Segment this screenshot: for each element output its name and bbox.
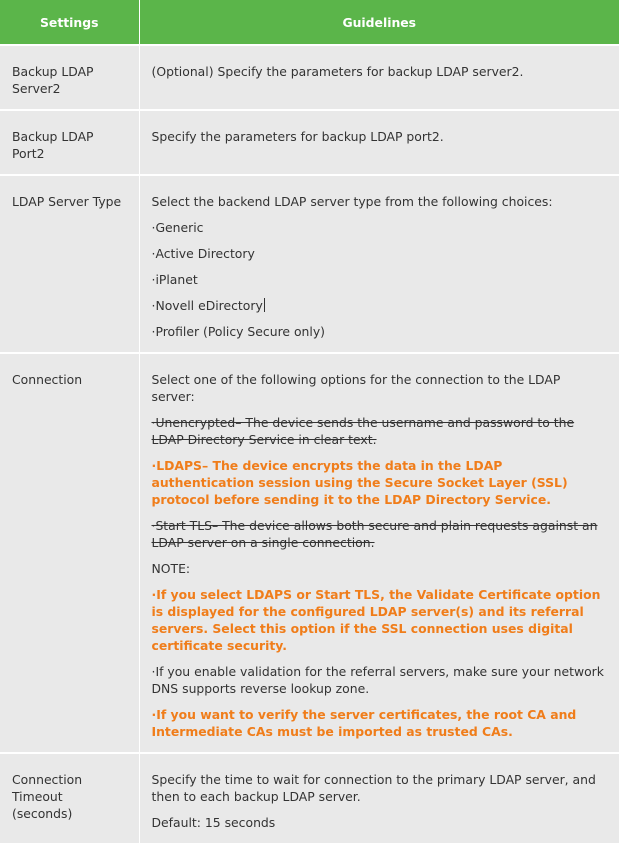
guideline-cell [139, 175, 619, 353]
table-row [0, 45, 619, 110]
list-item: ·Generic [151, 220, 204, 235]
option-unencrypted: ·Unencrypted– The device sends the username and password to the LDAP Directory Service in clear text. [151, 415, 575, 447]
table-row [0, 110, 619, 175]
guideline-text: Select one of the following options for the connection to the LDAP server: [151, 372, 561, 404]
guideline-cell [139, 353, 619, 753]
guideline-cell [139, 45, 619, 110]
guideline-text: (Optional) Specify the parameters for backup LDAP server2. [151, 64, 524, 79]
option-ldaps: ·LDAPS– The device encrypts the data in the LDAP authentication session using the Secure Socket Layer (SSL) protocol before sending it to the LDAP Directory Service. [151, 458, 568, 507]
default-value: Default: 15 seconds [151, 815, 276, 830]
list-item: ·iPlanet [151, 272, 198, 287]
note-referral-validation: ·If you enable validation for the referral servers, make sure your network DNS supports reverse lookup zone. [151, 664, 604, 696]
setting-cell: LDAP Server Type [0, 175, 139, 353]
note-trusted-cas: ·If you want to verify the server certificates, the root CA and Intermediate CAs must be imported as trusted CAs. [151, 707, 577, 739]
note-label: NOTE: [151, 561, 191, 576]
table-header-row [0, 0, 619, 45]
setting-cell: Connection Timeout (seconds) [0, 753, 139, 843]
option-start-tls: ·Start TLS– The device allows both secure and plain requests against an LDAP server on a single connection. [151, 518, 598, 550]
setting-cell: Backup LDAP Server2 [0, 45, 139, 110]
guideline-cell [139, 110, 619, 175]
guideline-text: Select the backend LDAP server type from the following choices: [151, 194, 553, 209]
table-row [0, 353, 619, 753]
note-validate-certificate: ·If you select LDAPS or Start TLS, the Validate Certificate option is displayed for the configured LDAP server(s) and its referral servers. Select this option if the SSL connection uses digital certificate security. [151, 587, 601, 653]
guideline-cell [139, 753, 619, 843]
list-item-with-cursor [152, 297, 608, 314]
setting-cell: Backup LDAP Port2 [0, 110, 139, 175]
table-row [0, 753, 619, 843]
table-row [0, 175, 619, 353]
setting-cell: Connection [0, 353, 139, 753]
text-cursor [264, 298, 265, 312]
list-item: ·Active Directory [151, 246, 255, 261]
guideline-text: Specify the time to wait for connection to the primary LDAP server, and then to each backup LDAP server. [151, 772, 596, 804]
list-item-text: ·Novell eDirectory [151, 298, 263, 313]
header-guidelines: Guidelines [139, 0, 619, 45]
list-item: ·Profiler (Policy Secure only) [151, 324, 325, 339]
header-settings: Settings [0, 0, 139, 45]
guideline-text: Specify the parameters for backup LDAP port2. [151, 129, 444, 144]
